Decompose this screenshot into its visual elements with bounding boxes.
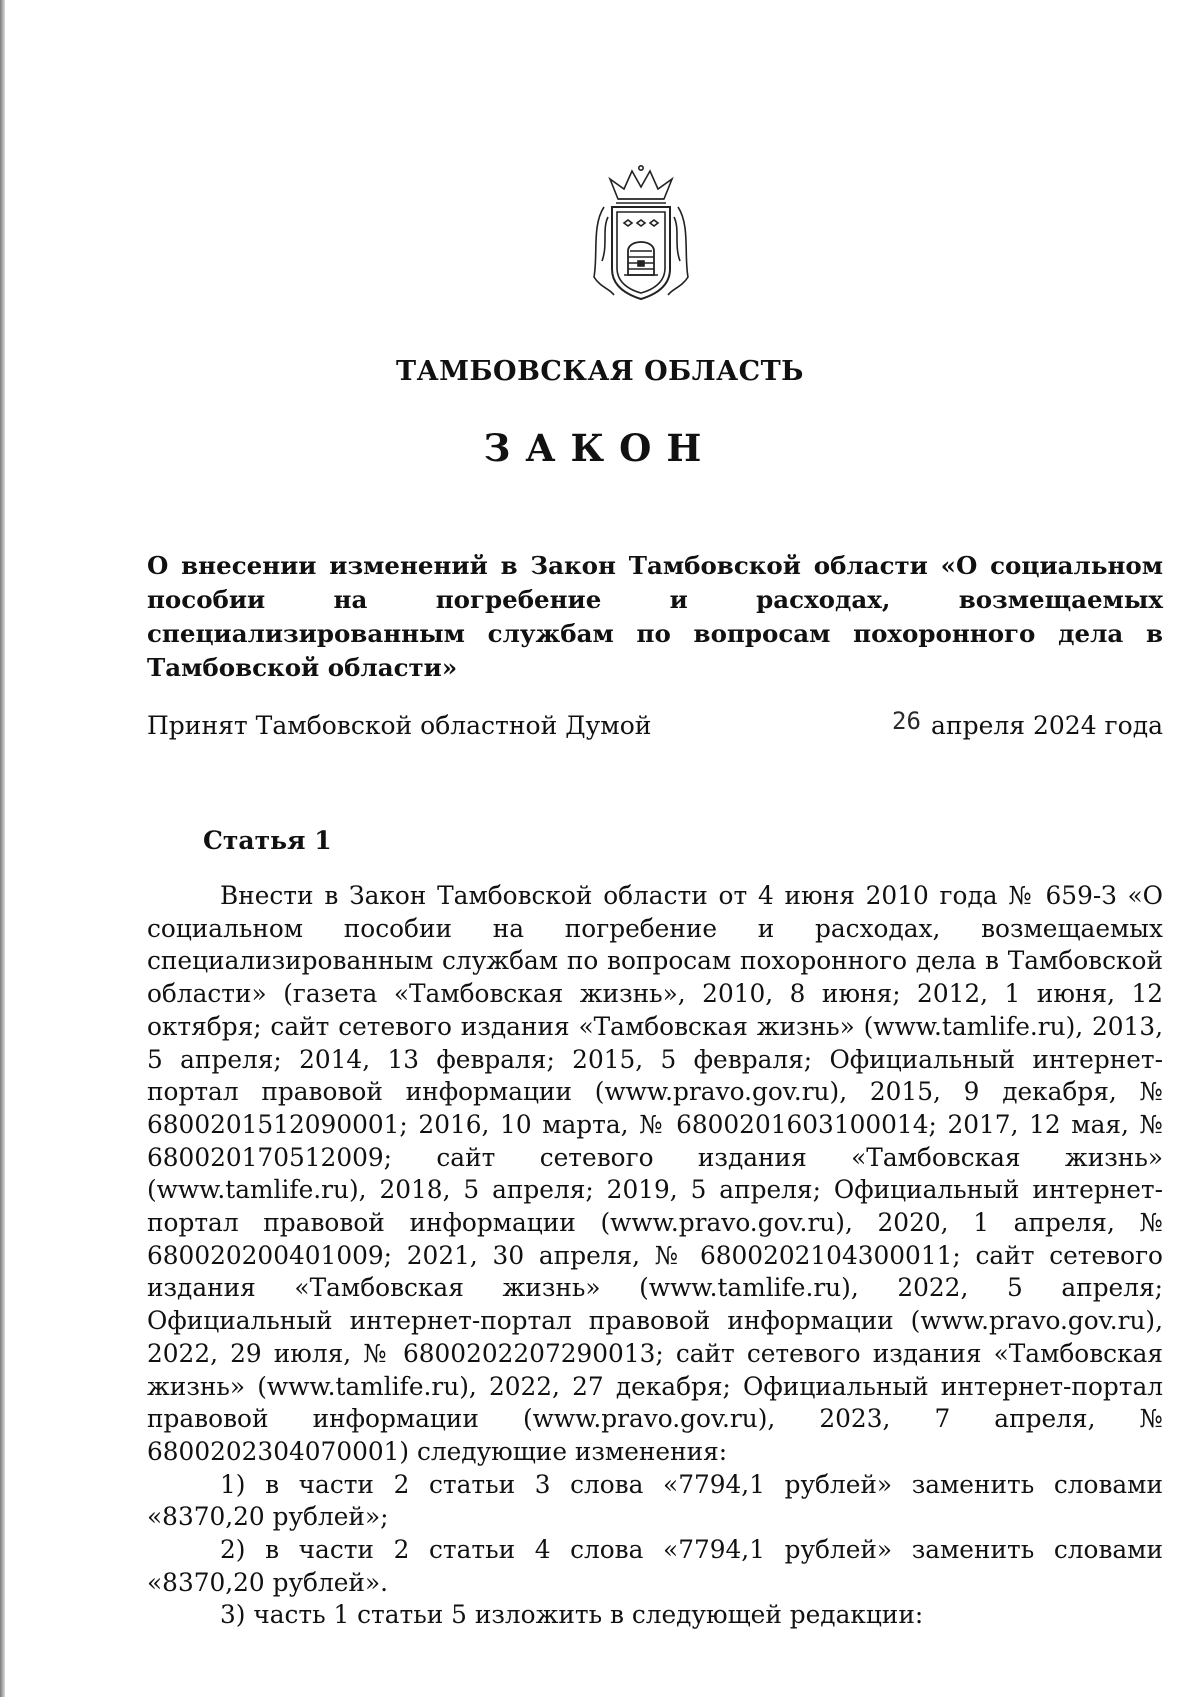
region-heading: ТАМБОВСКАЯ ОБЛАСТЬ [396,356,804,387]
article-paragraph: Внести в Закон Тамбовской области от 4 июня 2010 года № 659-З «О социальном пособии на погребение и расходах, возмещаемых специализированным службам по вопросам похоронного дела в Тамбовской области» (газета «Тамбовская жизнь», 2010, 8 июня; 2012, 1 июня, 12 октября; сайт сетевого издания «Тамбовская жизнь» (www.tamlife.ru), 2013, 5 апреля; 2014, 13 февраля; 2015, 5 февраля; Официальный интернет-портал правовой информации (www.pravo.gov.ru), 2015, 9 декабря, № 6800201512090001; 2016, 10 марта, № 6800201603100014; 2017, 12 мая, № 680020170512009; сайт сетевого издания «Тамбовская жизнь» (www.tamlife.ru), 2018, 5 апреля; 2019, 5 апреля; Официальный интернет-портал правовой информации (www.pravo.gov.ru), 2020, 1 апреля, № 680020200401009; 2021, 30 апреля, № 6800202104300011; сайт сетевого издания «Тамбовская жизнь» (www.tamlife.ru), 2022, 5 апреля; Официальный интернет-портал правовой информации (www.pravo.gov.ru), 2022, 29 июля, № 6800202207290013; сайт сетевого издания «Тамбовская жизнь» (www.tamlife.ru), 2022, 27 декабря; Официальный интернет-портал правовой информации (www.pravo.gov.ru), 2023, 7 апреля, № 6800202304070001) следующие изменения: [147,881,1163,1466]
article-paragraph: 3) часть 1 статьи 5 изложить в следующей редакции: [220,1600,924,1630]
scan-edge [0,0,5,1697]
adoption-day: 26 [892,707,921,735]
document-type-heading: ЗАКОН [483,426,717,470]
article-heading: Статья 1 [203,826,332,855]
article-paragraph: 1) в части 2 статьи 3 слова «7794,1 рублей» заменить словами «8370,20 рублей»; [147,1469,1163,1532]
tambov-coat-of-arms-icon [588,165,694,305]
law-title: О внесении изменений в Закон Тамбовской области «О социальном пособии на погребение и расходах, возмещаемых специализированным службам по вопросам похоронного дела в Тамбовской области» [147,551,1163,682]
adopted-by: Принят Тамбовской областной Думой [147,711,652,740]
adoption-month-year: апреля 2024 года [931,711,1163,740]
article-paragraph: 2) в части 2 статьи 4 слова «7794,1 рублей» заменить словами «8370,20 рублей». [147,1535,1163,1597]
article-body [147,880,1163,1632]
